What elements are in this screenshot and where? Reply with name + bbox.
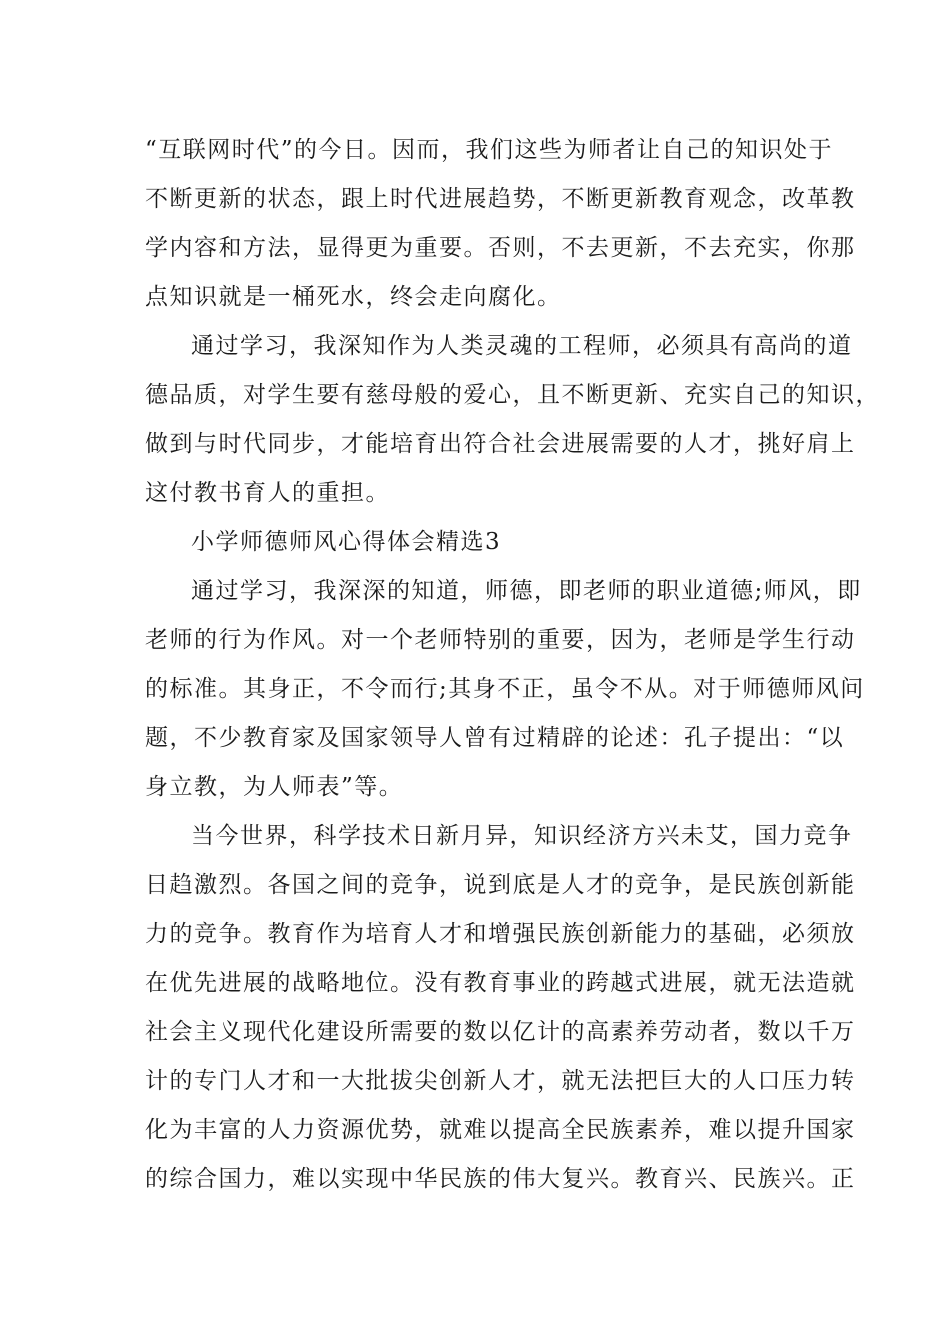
text-line: 通过学习，我深深的知道，师德，即老师的职业道德;师风，即: [191, 578, 862, 604]
text-line: 化为丰富的人力资源优势，就难以提高全民族素养，难以提升国家: [145, 1117, 856, 1143]
text-line: 当今世界，科学技术日新月异，知识经济方兴未艾，国力竞争: [191, 823, 853, 849]
text-line: 日趋激烈。各国之间的竞争，说到底是人才的竞争，是民族创新能: [145, 872, 856, 898]
text-line: 题，不少教育家及国家领导人曾有过精辟的论述：孔子提出：“以: [145, 725, 845, 751]
text-line: 学内容和方法，显得更为重要。否则，不去更新，不去充实，你那: [145, 235, 856, 261]
text-line: 的综合国力，难以实现中华民族的伟大复兴。教育兴、民族兴。正: [145, 1166, 856, 1192]
text-line: “互联网时代”的今日。因而，我们这些为师者让自己的知识处于: [145, 137, 834, 163]
text-line: 做到与时代同步，才能培育出符合社会进展需要的人才，挑好肩上: [145, 431, 856, 457]
text-line: 计的专门人才和一大批拔尖创新人才，就无法把巨大的人口压力转: [145, 1068, 856, 1094]
text-line: 德品质，对学生要有慈母般的爱心，且不断更新、充实自己的知识，: [145, 382, 880, 408]
paragraph-1: [145, 126, 856, 322]
text-line: 的标准。其身正，不令而行;其身不正，虽令不从。对于师德师风问: [145, 676, 865, 702]
text-line: 这付教书育人的重担。: [145, 480, 390, 506]
text-line: 力的竞争。教育作为培育人才和增强民族创新能力的基础，必须放: [145, 921, 856, 947]
text-line: 身立教，为人师表”等。: [145, 774, 404, 800]
text-line: 在优先进展的战略地位。没有教育事业的跨越式进展，就无法造就: [145, 970, 856, 996]
paragraph-2: [145, 322, 880, 518]
text-line: 不断更新的状态，跟上时代进展趋势，不断更新教育观念，改革教: [145, 186, 856, 212]
text-line: 通过学习，我深知作为人类灵魂的工程师，必须具有高尚的道: [191, 333, 853, 359]
document-body: [145, 126, 880, 1204]
paragraph-4: [145, 812, 856, 1204]
text-line: 社会主义现代化建设所需要的数以亿计的高素养劳动者，数以千万: [145, 1019, 856, 1045]
text-line: 点知识就是一桶死水，终会走向腐化。: [145, 284, 562, 310]
text-line: 老师的行为作风。对一个老师特别的重要，因为，老师是学生行动: [145, 627, 856, 653]
section-heading: 小学师德师风心得体会精选3: [191, 529, 502, 555]
paragraph-3: [145, 567, 865, 812]
